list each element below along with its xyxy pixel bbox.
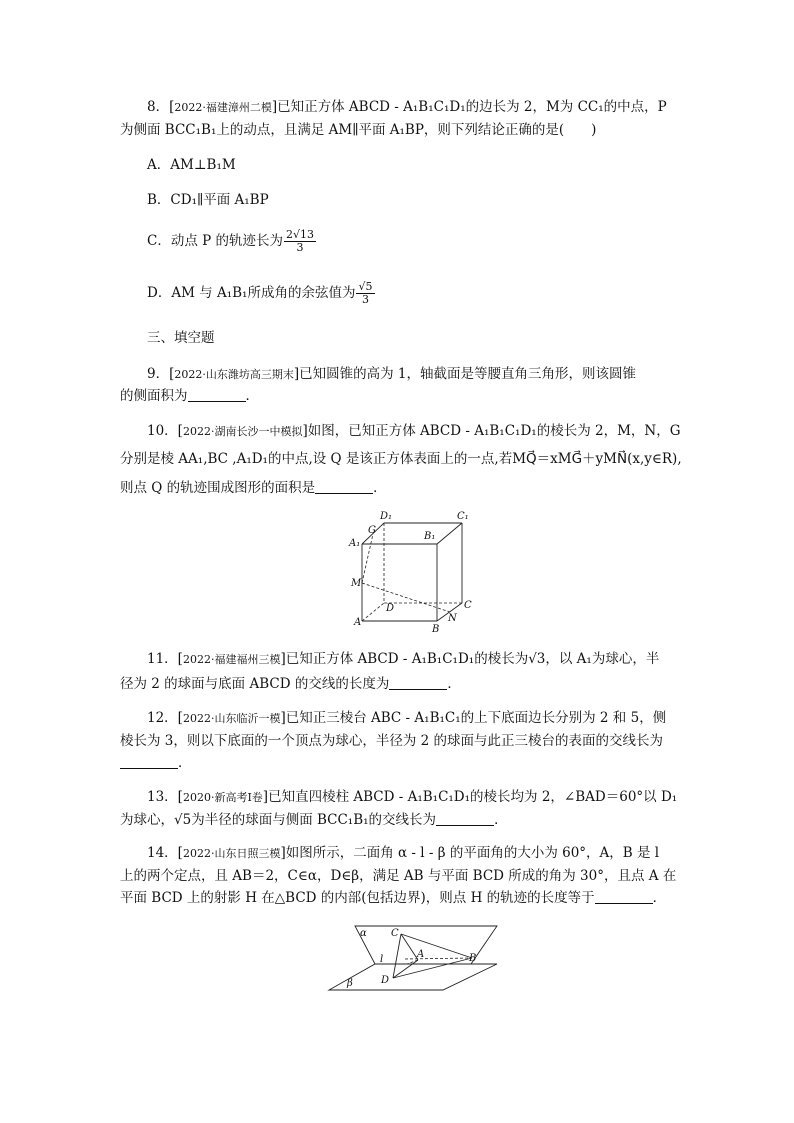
- q12-line1: 12．[2022·山东临沂一模]已知正三棱台 ABC - A₁B₁C₁的上下底面边长分别为 2 和 5，侧: [147, 710, 667, 726]
- q9-line1: 9．[2022·山东潍坊高三期末]已知圆锥的高为 1，轴截面是等腰直角三角形，则该圆锥: [147, 366, 637, 382]
- q8-option-a: A．AM⊥B₁M: [147, 157, 236, 173]
- cube-label: A: [354, 617, 362, 628]
- q10-line1: 10．[2022·湖南长沙一中模拟]如图，已知正方体 ABCD - A₁B₁C₁D₁的棱长为 2，M，N，G: [147, 423, 681, 439]
- figure-label: B: [469, 953, 477, 964]
- q8-option-d-fraction: $\frac{√5}{3}$: [358, 280, 373, 306]
- cube-label: G: [368, 525, 376, 536]
- answer-blank[interactable]: [188, 388, 246, 402]
- segment-cd: [393, 934, 401, 978]
- cube-label: D: [386, 603, 395, 614]
- q8-option-d: D．AM 与 A₁B₁所成角的余弦值为 $\frac{√5}{3}$: [147, 280, 373, 306]
- cube-label: N: [448, 613, 457, 624]
- figure-label: α: [360, 928, 367, 939]
- segment-da: [393, 960, 418, 978]
- q14-line2: 上的两个定点，且 AB＝2，C∈α，D∈β，满足 AB 与平面 BCD 所成的角为 30°，且点 A 在: [120, 868, 677, 884]
- q8-option-c-fraction: $\frac{2√13}{3}$: [286, 228, 315, 254]
- edge-ad-hidden: [362, 603, 384, 621]
- edge-b1c1: [437, 523, 462, 544]
- segment-ca: [401, 934, 418, 960]
- cube-figure: [340, 508, 480, 636]
- figure-label: β: [347, 978, 353, 989]
- q8-option-c: C．动点 P 的轨迹长为 $\frac{2√13}{3}$: [147, 228, 315, 254]
- q13-line1: 13．[2020·新高考Ⅰ卷]已知直四棱柱 ABCD - A₁B₁C₁D₁的棱长均为 2，∠BAD＝60°以 D₁: [147, 789, 678, 805]
- segment-db: [393, 958, 472, 978]
- q10-line2: 分别是棱 AA₁,BC ,A₁D₁的中点,设 Q 是该正方体表面上的一点,若MQ⃗＝xMG⃗＋yMN⃗(x,y∈R),: [120, 451, 682, 467]
- q12-line2: 棱长为 3，则以下底面的一个顶点为球心，半径为 2 的球面与此正三棱台的表面的交线长为: [120, 733, 664, 749]
- line-l-hidden: [405, 958, 472, 959]
- segment-ah: [407, 960, 418, 964]
- q8-source: 2022·福建漳州二模: [174, 101, 272, 114]
- answer-blank[interactable]: [120, 755, 178, 769]
- figure-label: A: [417, 949, 425, 960]
- answer-blank[interactable]: [389, 676, 447, 690]
- q14-line1: 14．[2022·山东日照三模]如图所示，二面角 α - l - β 的平面角的大小为 60°，A，B 是 l: [147, 845, 660, 861]
- q8-option-b: B．CD₁∥平面 A₁BP: [147, 192, 269, 208]
- segment-mg: [362, 534, 373, 583]
- q8-line2: 为侧面 BCC₁B₁上的动点，且满足 AM∥平面 A₁BP，则下列结论正确的是( ): [120, 122, 597, 138]
- cube-label: M: [351, 578, 362, 589]
- figure-label: C: [391, 928, 399, 939]
- answer-blank[interactable]: [436, 812, 494, 826]
- cube-label: C₁: [457, 511, 469, 522]
- q9-line2: 的侧面积为 ．: [120, 388, 259, 404]
- answer-blank[interactable]: [595, 890, 653, 904]
- figure-label: D: [381, 975, 390, 986]
- q10-line3: 则点 Q 的轨迹围成图形的面积是 ．: [120, 480, 387, 496]
- cube-label: B₁: [424, 531, 436, 542]
- q14-line3: 平面 BCD 上的射影 H 在△BCD 的内部(包括边界)，则点 H 的轨迹的长度等于 ．: [120, 890, 667, 906]
- q13-line2: 为球心，√5为半径的球面与侧面 BCC₁B₁的交线长为 ．: [120, 812, 508, 828]
- cube-label: D₁: [380, 511, 393, 522]
- plane-beta: [329, 964, 497, 990]
- q11-line1: 11．[2022·福建福州三模]已知正方体 ABCD - A₁B₁C₁D₁的棱长为√3，以 A₁为球心，半: [147, 651, 660, 667]
- answer-blank[interactable]: [315, 480, 373, 494]
- dihedral-figure: [325, 920, 500, 996]
- q12-line3: ．: [120, 753, 192, 773]
- figure-label: l: [380, 954, 384, 965]
- q11-line2: 径为 2 的球面与底面 ABCD 的交线的长度为 ．: [120, 676, 461, 692]
- cube-label: C: [464, 600, 472, 611]
- q8-line1: 8．[2022·福建漳州二模]已知正方体 ABCD - A₁B₁C₁D₁的边长为 2，M为 CC₁的中点，P: [147, 99, 667, 115]
- segment-cb: [401, 934, 472, 958]
- cube-label: A₁: [349, 538, 361, 549]
- cube-label: B: [432, 624, 440, 635]
- section-heading: 三、填空题: [147, 330, 215, 346]
